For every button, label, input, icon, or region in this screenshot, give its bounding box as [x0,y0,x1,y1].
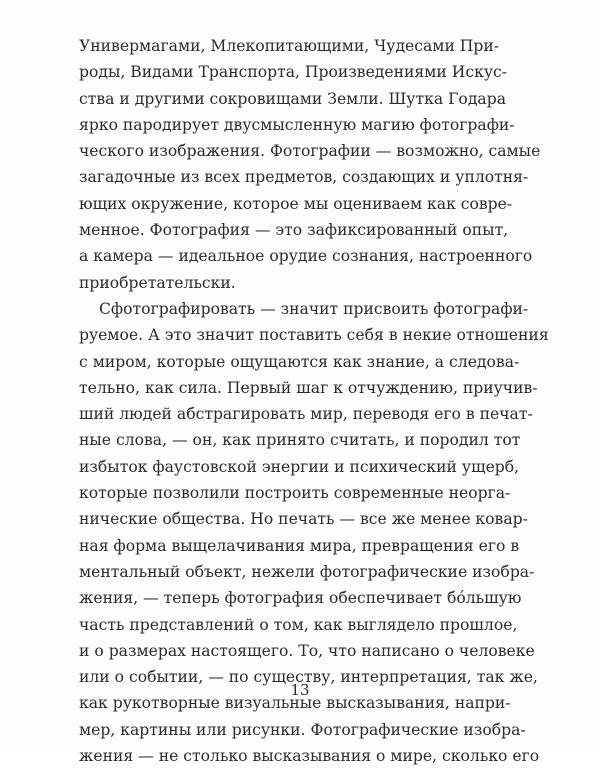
text-line: часть представлений о том, как выглядело прошлое, [79,615,518,634]
body-text [79,33,549,769]
paragraph [79,33,541,296]
text-line: приобретательски. [79,273,236,292]
text-line: ший людей абстрагировать мир, переводя его в печат- [79,405,533,424]
text-line: жения, — теперь фотография обеспечивает бóльшую [79,589,522,608]
text-line: и о размерах настоящего. То, что написано о человеке [79,641,535,660]
text-line: жения — не столько высказывания о мире, сколько его [79,747,540,766]
text-line: мер, картины или рисунки. Фотографические изобра- [79,720,526,739]
text-line: ющих окружение, которое мы оцениваем как совре- [79,194,513,213]
text-line: роды, Видами Транспорта, Произведениями Искус- [79,63,507,82]
text-line: ства и другими сокровищами Земли. Шутка Годара [79,89,507,108]
text-line: или о событии, — по существу, интерпретация, так же, [79,668,538,687]
text-line: а камера — идеальное орудие сознания, настроенного [79,247,533,266]
text-line: тельно, как сила. Первый шаг к отчуждению, приучив- [79,378,538,397]
text-line: загадочные из всех предметов, создающих и уплотня- [79,168,529,187]
text-line: ческого изображения. Фотографии — возможно, самые [79,142,541,161]
text-line: нические общества. Но печать — все же менее ковар- [79,510,528,529]
text-line: ная форма выщелачивания мира, превращения его в [79,536,520,555]
text-line: Универмагами, Млекопитающими, Чудесами При- [79,37,500,55]
page-number: 13 [290,681,310,699]
text-line: с миром, которые ощущаются как знание, а следова- [79,352,520,371]
text-line: ярко пародирует двусмысленную магию фотографи- [79,115,515,134]
text-line: избыток фаустовской энергии и психический ущерб, [79,457,520,476]
text-line: которые позволили построить современные неорга- [79,484,511,503]
text-line: ные слова, — он, как принято считать, и породил тот [79,431,521,450]
text-line: менное. Фотография — это зафиксированный опыт, [79,221,509,240]
text-line: как рукотворные визуальные высказывания, напри- [79,694,511,713]
text-line: Сфотографировать — значит присвоить фотографи- [99,299,529,318]
text-line: ментальный объект, нежели фотографические изобра- [79,562,535,581]
text-line: руемое. А это значит поставить себя в некие отношения [79,326,549,345]
